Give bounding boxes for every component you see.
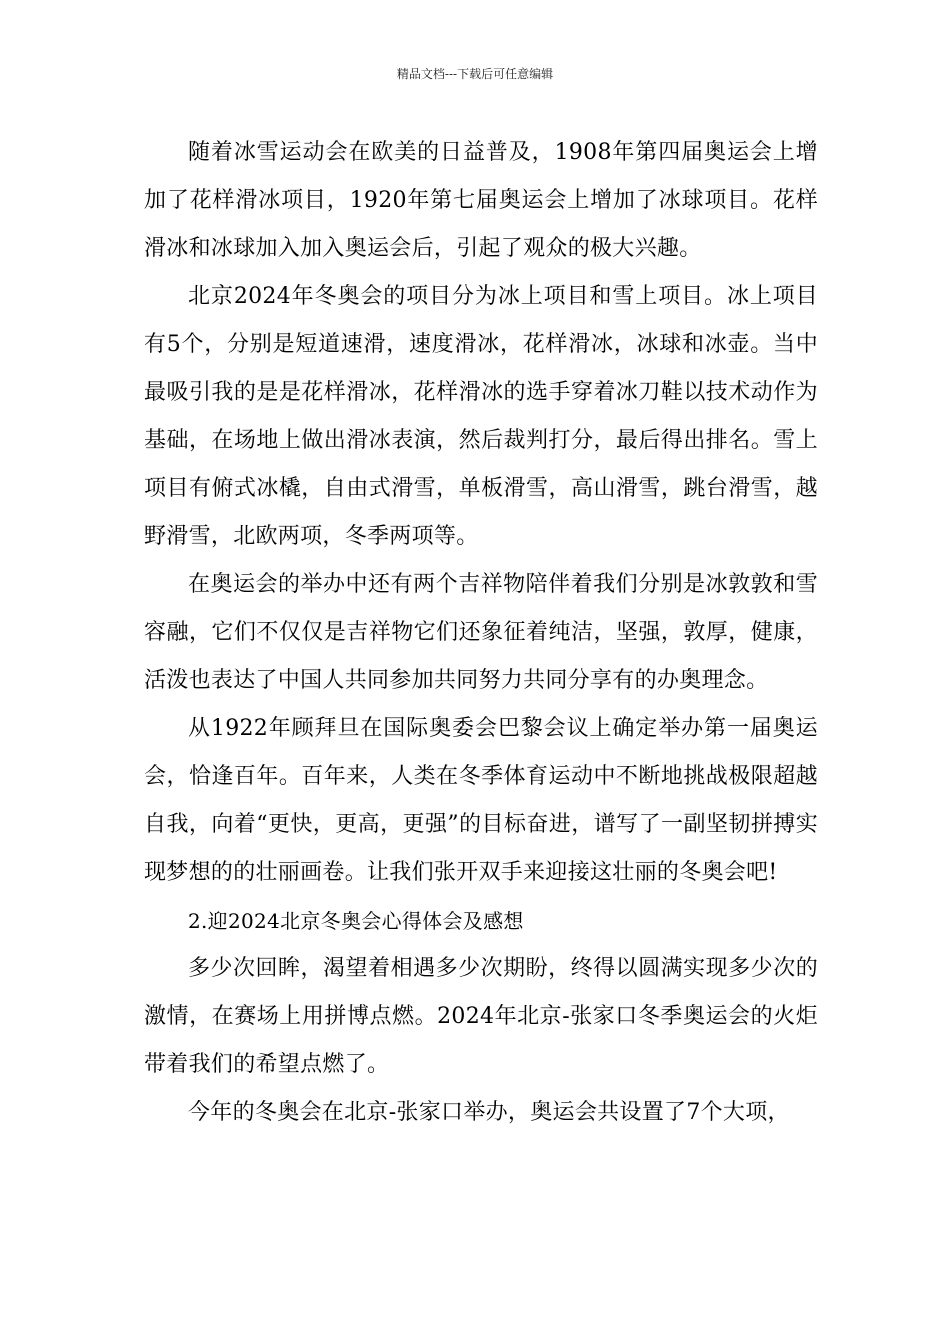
page-header: 精品文档---下载后可任意编辑 xyxy=(396,67,554,81)
paragraph-figure-skating-history: 随着冰雪运动会在欧美的日益普及，1908年第四届奥运会上增加了花样滑冰项目，1920年第七届奥运会上增加了冰球项目。花样滑冰和冰球加入加入奥运会后，引起了观众的极大兴趣。 xyxy=(144,140,818,261)
document-body xyxy=(144,129,818,1137)
section-heading: 2.迎2024北京冬奥会心得体会及感想 xyxy=(188,909,524,933)
paragraph-mascots: 在奥运会的举办中还有两个吉祥物陪伴着我们分别是冰敦敦和雪容融，它们不仅仅是吉祥物它们还象征着纯洁，坚强，敦厚，健康，活泼也表达了中国人共同参加共同努力共同分享有的办奥理念。 xyxy=(144,572,818,693)
paragraph-century-history: 从1922年顾拜旦在国际奥委会巴黎会议上确定举办第一届奥运会，恰逢百年。百年来，人类在冬季体育运动中不断地挑战极限超越自我，向着“更快，更高，更强”的目标奋进，谱写了一副坚韧拼搏实现梦想的的壮丽画卷。让我们张开双手来迎接这壮丽的冬奥会吧! xyxy=(144,716,818,885)
paragraph-event-categories: 北京2024年冬奥会的项目分为冰上项目和雪上项目。冰上项目有5个，分别是短道速滑，速度滑冰，花样滑冰，冰球和冰壶。当中最吸引我的是是花样滑冰，花样滑冰的选手穿着冰刀鞋以技术动作为基础，在场地上做出滑冰表演，然后裁判打分，最后得出排名。雪上项目有俯式冰橇，自由式滑雪，单板滑雪，高山滑雪，跳台滑雪，越野滑雪，北欧两项，冬季两项等。 xyxy=(144,284,818,549)
paragraph-venue: 今年的冬奥会在北京-张家口举办，奥运会共设置了7个大项， xyxy=(188,1100,790,1125)
paragraph-torch: 多少次回眸，渴望着相遇多少次期盼，终得以圆满实现多少次的激情，在赛场上用拼博点燃。2024年北京-张家口冬季奥运会的火炬带着我们的希望点燃了。 xyxy=(144,956,818,1077)
